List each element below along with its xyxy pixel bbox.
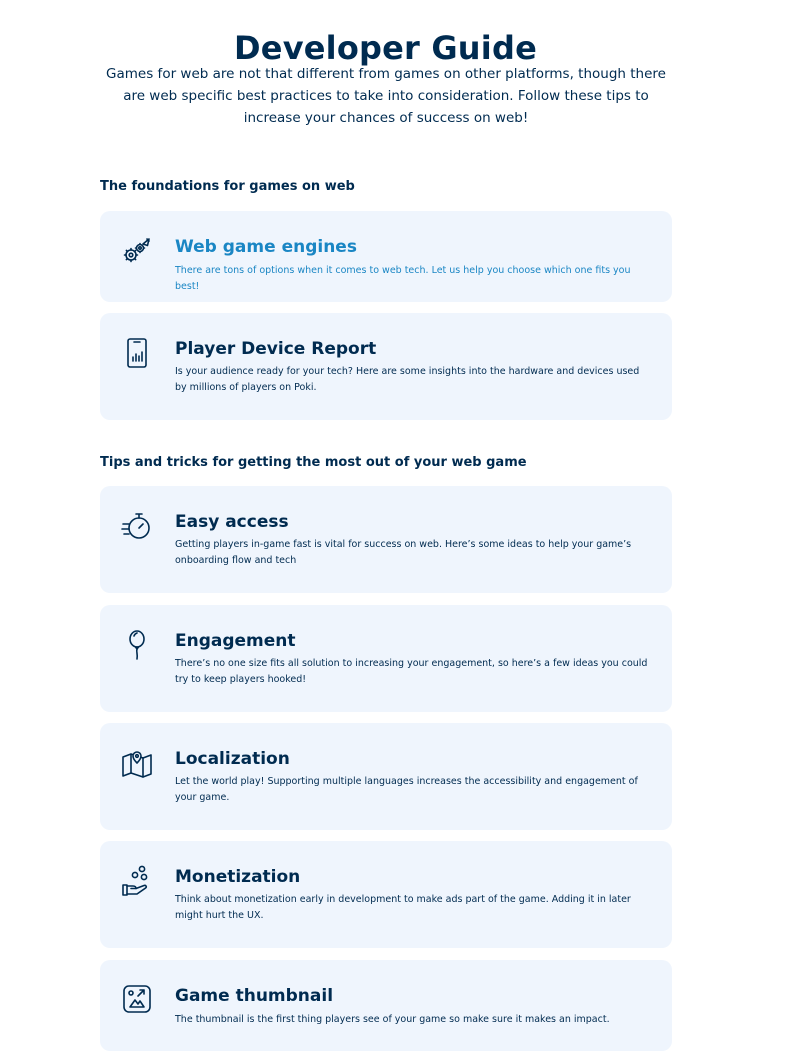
card-description: Is your audience ready for your tech? Here are some insights into the hardware and devices used by millions of players on Poki. bbox=[175, 366, 640, 393]
card-description: Think about monetization early in development to make ads part of the game. Adding it in later might hurt the UX. bbox=[175, 894, 631, 921]
card-title: Web game engines bbox=[175, 237, 357, 257]
card-title: Localization bbox=[175, 749, 290, 769]
card-description: The thumbnail is the first thing players see of your game so make sure it makes an impact. bbox=[175, 1014, 610, 1025]
card-description: There’s no one size fits all solution to increasing your engagement, so here’s a few ideas you could try to keep players hooked! bbox=[175, 658, 648, 685]
section-heading-foundations: The foundations for games on web bbox=[100, 179, 355, 194]
picture-icon bbox=[120, 982, 154, 1016]
device-report-icon bbox=[120, 336, 154, 370]
card-engagement[interactable] bbox=[100, 605, 672, 712]
card-web-game-engines[interactable] bbox=[100, 211, 672, 302]
card-title: Player Device Report bbox=[175, 339, 377, 359]
card-game-thumbnail[interactable] bbox=[100, 960, 672, 1051]
gears-rocket-icon bbox=[120, 234, 154, 268]
balloon-icon bbox=[120, 628, 154, 662]
intro-text: Games for web are not that different from games on other platforms, though there are web specific best practices to take into consideration. Follow these tips to increase your chances of success on web! bbox=[106, 66, 666, 126]
card-title: Monetization bbox=[175, 867, 301, 887]
card-easy-access[interactable] bbox=[100, 486, 672, 593]
card-title: Game thumbnail bbox=[175, 986, 334, 1006]
card-player-device-report[interactable] bbox=[100, 313, 672, 420]
card-description: Let the world play! Supporting multiple languages increases the accessibility and engagement of your game. bbox=[175, 776, 638, 803]
coins-hand-icon bbox=[120, 864, 154, 898]
page-title: Developer Guide bbox=[234, 29, 537, 68]
section-heading-tips: Tips and tricks for getting the most out of your web game bbox=[100, 455, 527, 470]
card-description: There are tons of options when it comes to web tech. Let us help you choose which one fits you best! bbox=[175, 265, 631, 292]
card-description: Getting players in-game fast is vital for success on web. Here’s some ideas to help your game’s onboarding flow and tech bbox=[175, 539, 632, 566]
card-monetization[interactable] bbox=[100, 841, 672, 948]
card-localization[interactable] bbox=[100, 723, 672, 830]
stopwatch-icon bbox=[120, 509, 154, 543]
card-title: Easy access bbox=[175, 512, 289, 532]
card-title: Engagement bbox=[175, 631, 296, 651]
map-pin-icon bbox=[120, 746, 154, 780]
